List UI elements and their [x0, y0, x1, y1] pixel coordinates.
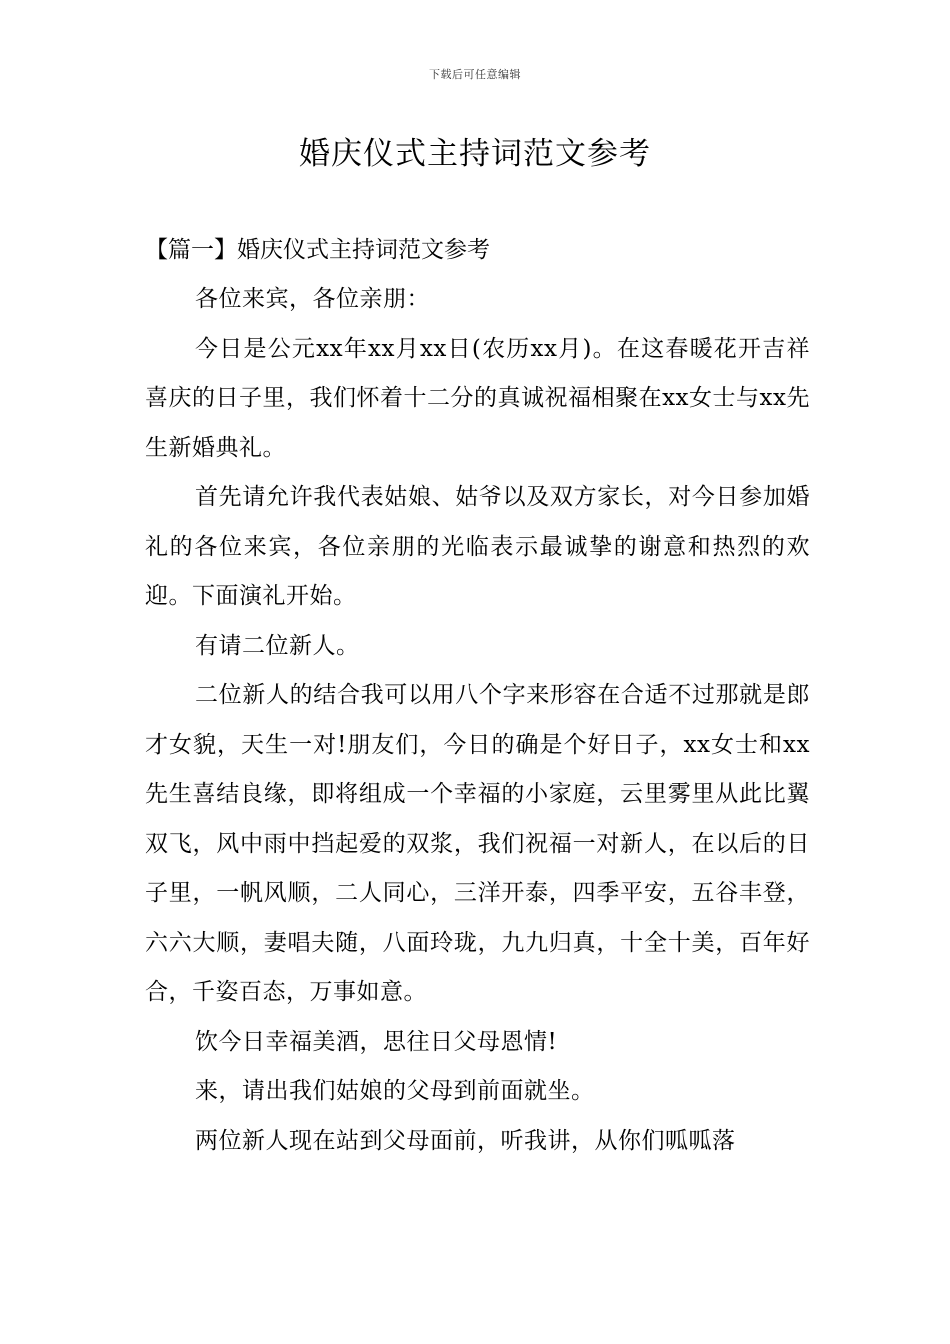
paragraph: 各位来宾，各位亲朋： [195, 286, 430, 312]
paragraph: 饮今日幸福美酒，思往日父母恩情! [195, 1028, 558, 1055]
paragraph: 两位新人现在站到父母面前，听我讲，从你们呱呱落 [195, 1127, 736, 1154]
section-heading: 【篇一】婚庆仪式主持词范文参考 [145, 237, 490, 263]
paragraph: 今日是公元xx年xx月xx日(农历xx月)。在这春暖花开吉祥喜庆的日子里，我们怀着十二分的真诚祝福相聚在xx女士与xx先生新婚典礼。 [145, 335, 810, 461]
paragraph: 有请二位新人。 [195, 632, 360, 659]
paragraph: 首先请允许我代表姑娘、姑爷以及双方家长，对今日参加婚礼的各位来宾，各位亲朋的光临表示最诚挚的谢意和热烈的欢迎。下面演礼开始。 [145, 484, 810, 609]
document-body [145, 225, 810, 1166]
header-note: 下载后可任意编辑 [429, 68, 521, 81]
paragraph: 二位新人的结合我可以用八个字来形容在合适不过那就是郎才女貌，天生一对!朋友们，今日的确是个好日子，xx女士和xx先生喜结良缘，即将组成一个幸福的小家庭，云里雾里从此比翼双飞，风中雨中挡起爱的双浆，我们祝福一对新人，在以后的日子里，一帆风顺，二人同心，三洋开泰，四季平安，五谷丰登，六六大顺，妻唱夫随，八面玲珑，九九归真，十全十美，百年好合，千姿百态，万事如意。 [145, 682, 810, 1005]
paragraph: 来，请出我们姑娘的父母到前面就坐。 [195, 1078, 595, 1104]
document-title: 婚庆仪式主持词范文参考 [299, 136, 651, 172]
